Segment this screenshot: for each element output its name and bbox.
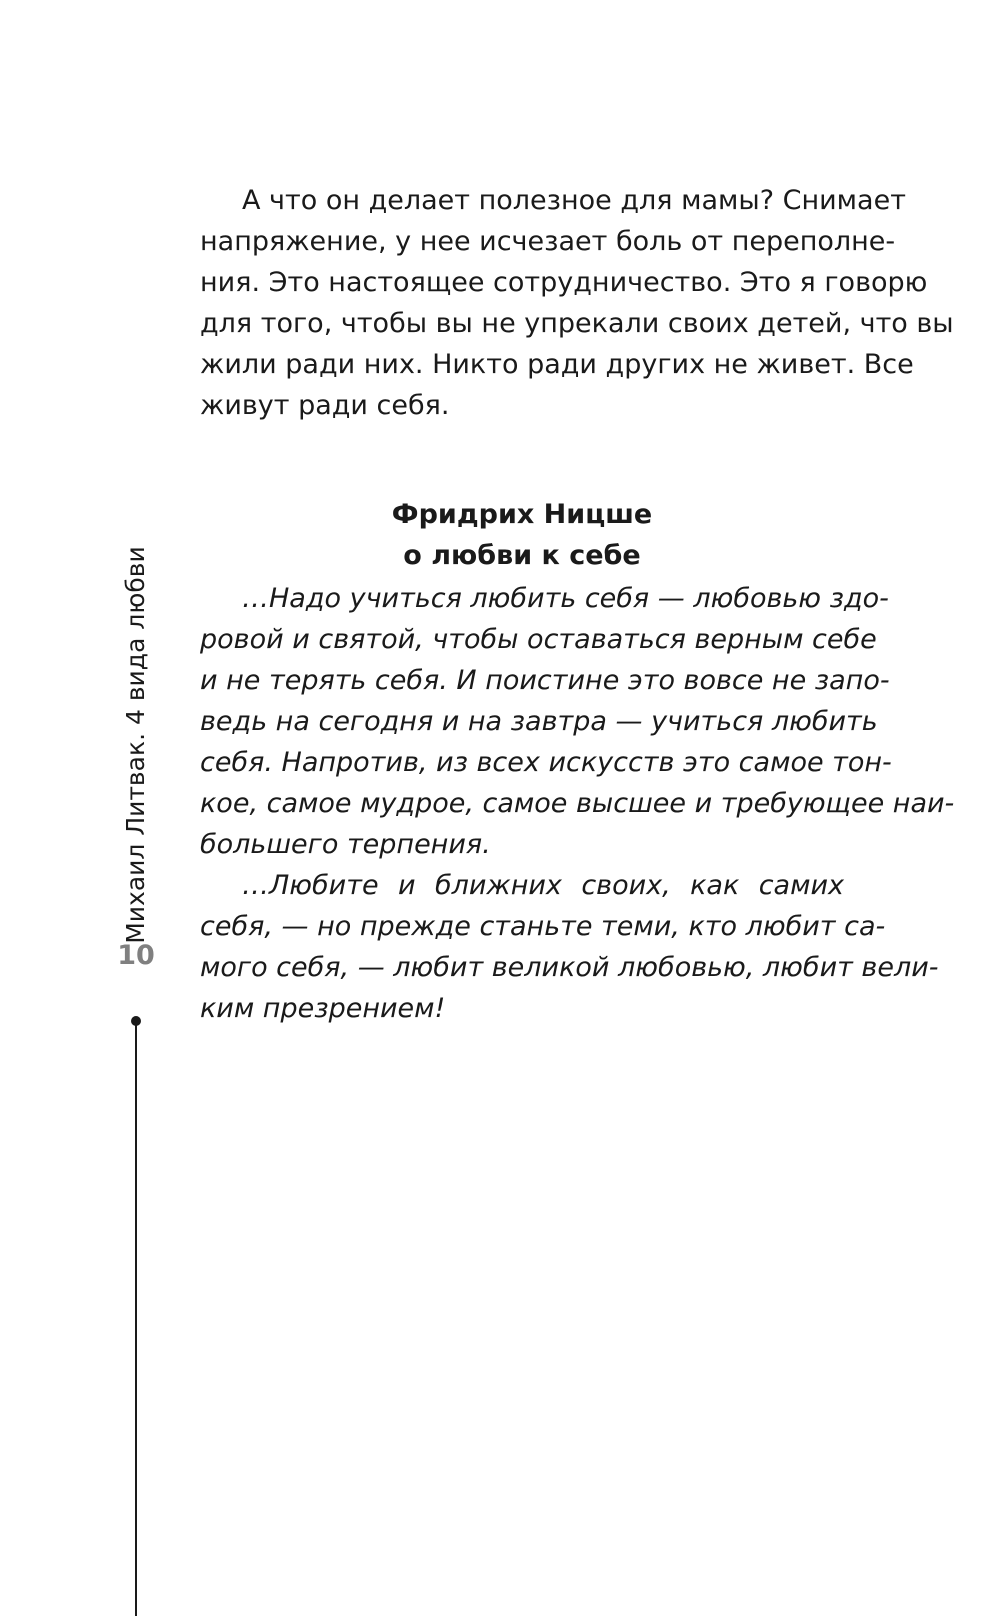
intro-paragraph bbox=[200, 180, 954, 426]
quote-line: кое, самое мудрое, самое высшее и требующее наи- bbox=[200, 788, 955, 819]
quote-line: большего терпения. bbox=[200, 829, 491, 860]
text-line: ния. Это настоящее сотрудничество. Это я говорю bbox=[200, 267, 928, 298]
quote-line: и не терять себя. И поистине это вовсе не запо- bbox=[200, 665, 890, 696]
quote-line: ведь на сегодня и на завтра — учиться любить bbox=[200, 706, 878, 737]
text-line: для того, чтобы вы не упрекали своих детей, что вы bbox=[200, 308, 954, 339]
text-line: живут ради себя. bbox=[200, 390, 450, 421]
text-line: напряжение, у нее исчезает боль от переполне- bbox=[200, 226, 896, 257]
quote-line: себя. Напротив, из всех искусств это самое тон- bbox=[200, 747, 892, 778]
heading-line: Фридрих Ницше bbox=[391, 499, 653, 530]
running-title: Михаил Литвак. 4 вида любви bbox=[121, 546, 150, 944]
section-heading bbox=[200, 494, 844, 576]
quote-block bbox=[200, 578, 955, 1029]
heading-line: о любви к себе bbox=[403, 540, 641, 571]
page-number: 10 bbox=[117, 940, 155, 971]
text-line: жили ради них. Никто ради других не живет. Все bbox=[200, 349, 914, 380]
quote-line: …Надо учиться любить себя — любовью здо- bbox=[242, 583, 889, 614]
quote-line: …Любите и ближних своих, как самих bbox=[242, 870, 844, 901]
quote-line: ким презрением! bbox=[200, 993, 446, 1024]
margin-marker-line bbox=[135, 1020, 137, 1616]
quote-line: себя, — но прежде станьте теми, кто любит са- bbox=[200, 911, 886, 942]
text-line: А что он делает полезное для мамы? Снимает bbox=[242, 185, 906, 216]
quote-line: мого себя, — любит великой любовью, любит вели- bbox=[200, 952, 939, 983]
quote-line: ровой и святой, чтобы оставаться верным себе bbox=[200, 624, 877, 655]
